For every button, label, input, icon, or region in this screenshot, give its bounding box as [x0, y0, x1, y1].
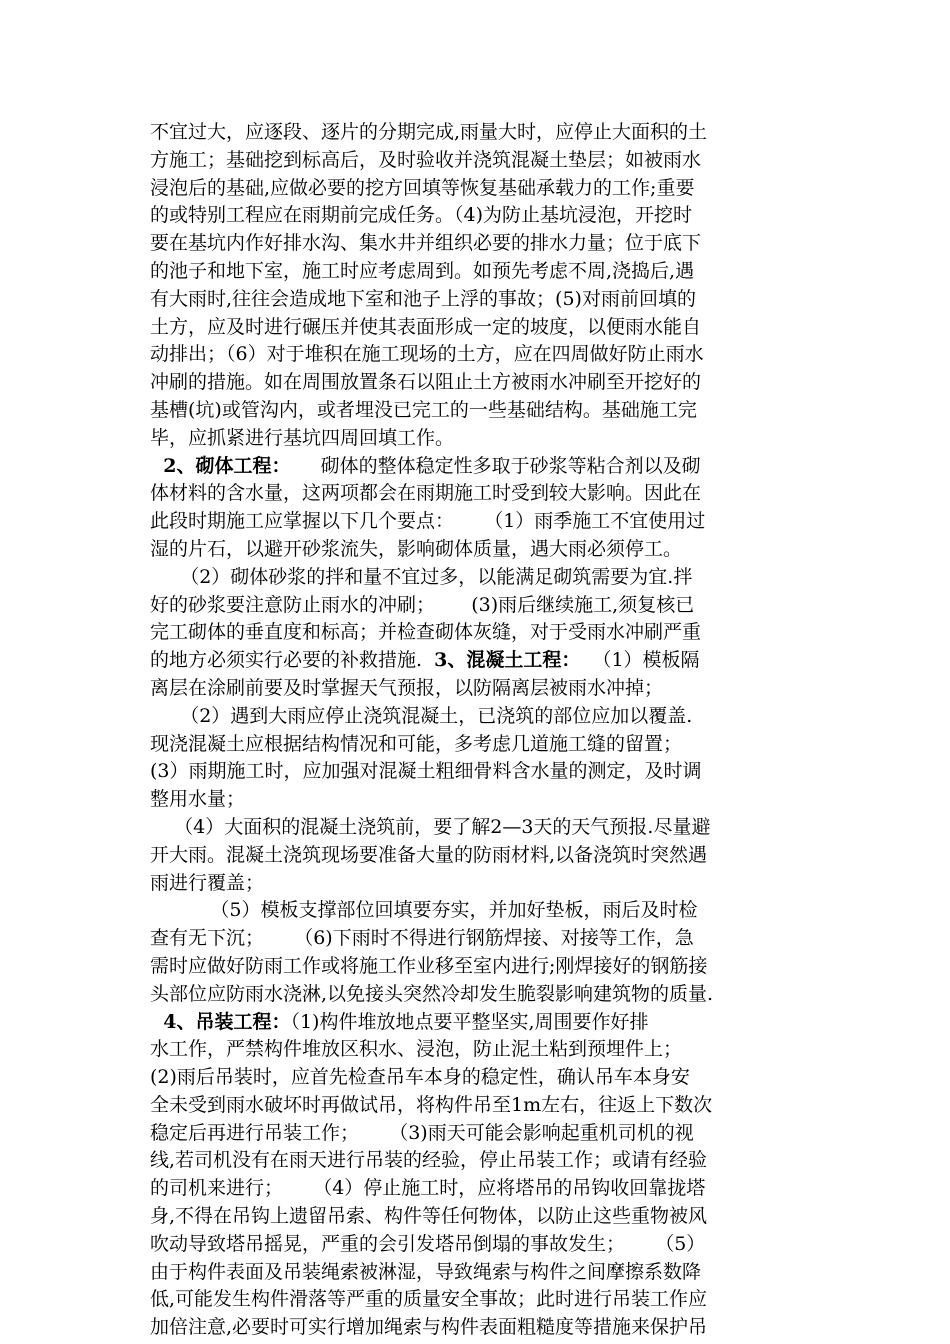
text-line — [150, 814, 810, 842]
text-line — [150, 647, 810, 675]
paragraph-text: 稳定后再进行吊装工作； （3)雨天可能会影响起重机司机的视 — [150, 1121, 694, 1144]
paragraph-text: 湿的片石，以避开砂浆流失，影响砌体质量，遇大雨必须停工。 — [150, 537, 683, 560]
text-line — [150, 758, 810, 786]
paragraph-text: 水工作，严禁构件堆放区积水、浸泡，防止泥土粘到预埋件上； — [150, 1038, 683, 1061]
text-line — [150, 397, 810, 425]
text-line — [150, 508, 810, 536]
text-line — [150, 1259, 810, 1287]
text-line — [150, 147, 810, 175]
paragraph-text: （2）遇到大雨应停止浇筑混凝土，已浇筑的部位应加以覆盖. — [150, 704, 693, 727]
paragraph-text: （1）模板隔 — [580, 649, 700, 672]
paragraph-text: 雨进行覆盖； — [150, 871, 265, 894]
section-heading: 3、混凝土工程： — [434, 649, 581, 672]
text-line — [150, 1175, 810, 1203]
text-line — [150, 897, 810, 925]
text-line — [150, 119, 810, 147]
paragraph-text: 土方，应及时进行碾压并使其表面形成一定的坡度，以便雨水能自 — [150, 315, 702, 338]
paragraph-text: 整用水量； — [150, 788, 246, 811]
document-body — [150, 119, 810, 1342]
text-line — [150, 480, 810, 508]
text-line — [150, 314, 810, 342]
paragraph-text: 离层在涂刷前要及时掌握天气预报，以防隔离层被雨水冲掉； — [150, 676, 664, 699]
paragraph-text: 低,可能发生构件滑落等严重的质量安全事故；此时进行吊装工作应 — [150, 1288, 708, 1311]
section-heading: 4、吊装工程： — [150, 1010, 291, 1033]
text-line — [150, 675, 810, 703]
text-line — [150, 341, 810, 369]
text-line — [150, 425, 810, 453]
text-line — [150, 1092, 810, 1120]
text-line — [150, 619, 810, 647]
text-line — [150, 953, 810, 981]
text-line — [150, 369, 810, 397]
paragraph-text: 不宜过大，应逐段、逐片的分期完成,雨量大时，应停止大面积的土 — [150, 121, 708, 143]
text-line — [150, 286, 810, 314]
paragraph-text: 冲刷的措施。如在周围放置条石以阻止土方被雨水冲刷至开挖好的 — [150, 371, 702, 394]
text-line — [150, 1203, 810, 1231]
paragraph-text: （5）模板支撑部位回填要夯实，并加好垫板，雨后及时检 — [150, 899, 698, 922]
text-line — [150, 1286, 810, 1314]
paragraph-text: （4）大面积的混凝土浇筑前，要了解2—3天的天气预报.尽量避 — [150, 815, 711, 838]
paragraph-text: 基槽(坑)或管沟内，或者埋没已完工的一些基础结构。基础施工完 — [150, 398, 697, 421]
text-line — [150, 1036, 810, 1064]
text-line — [150, 1064, 810, 1092]
paragraph-text: 的地方必须实行必要的补救措施. — [150, 649, 435, 672]
paragraph-text: 需时应做好防雨工作或将施工作业移至室内进行;刚焊接好的钢筋接 — [150, 954, 708, 977]
text-line — [150, 564, 810, 592]
paragraph-text: 此段时期施工应掌握以下几个要点： （1）雨季施工不宜使用过 — [150, 510, 706, 533]
text-line — [150, 1120, 810, 1148]
paragraph-text: 头部位应防雨水浇淋,以免接头突然冷却发生脆裂影响建筑物的质量. — [150, 982, 714, 1005]
paragraph-text: 查有无下沉； （6)下雨时不得进行钢筋焊接、对接等工作，急 — [150, 927, 694, 950]
paragraph-text: 方施工；基础挖到标高后，及时验收并浇筑混凝土垫层；如被雨水 — [150, 148, 702, 171]
text-line — [150, 175, 810, 203]
paragraph-text: 的司机来进行； （4）停止施工时，应将塔吊的吊钩收回靠拢塔 — [150, 1177, 706, 1200]
paragraph-text: 加倍注意,必要时可实行增加绳索与构件表面粗糙度等措施来保护吊 — [150, 1316, 708, 1339]
paragraph-text: 开大雨。混凝土浇筑现场要准备大量的防雨材料,以备浇筑时突然遇 — [150, 843, 708, 866]
paragraph-text: 的或特别工程应在雨期前完成任务。（4)为防止基坑浸泡，开挖时 — [150, 204, 693, 227]
paragraph-text: 动排出；（6）对于堆积在施工现场的土方，应在四周做好防止雨水 — [150, 343, 704, 366]
paragraph-text: 有大雨时,往往会造成地下室和池子上浮的事故；(5)对雨前回填的 — [150, 287, 696, 310]
text-line — [150, 592, 810, 620]
paragraph-text: 毕，应抓紧进行基坑四周回填工作。 — [150, 426, 455, 449]
section-heading: 2、砌体工程： — [150, 454, 291, 477]
text-line — [150, 786, 810, 814]
paragraph-text: （1)构件堆放地点要平整坚实,周围要作好排 — [290, 1010, 649, 1033]
paragraph-text: 由于构件表面及吊装绳索被淋湿，导致绳索与构件之间摩擦系数降 — [150, 1260, 702, 1283]
text-line — [150, 842, 810, 870]
text-line — [150, 703, 810, 731]
text-line — [150, 870, 810, 898]
text-line — [150, 1314, 810, 1342]
paragraph-text: 砌体的整体稳定性多取于砂浆等粘合剂以及砌 — [290, 454, 701, 477]
paragraph-text: 体材料的含水量，这两项都会在雨期施工时受到较大影响。因此在 — [150, 482, 702, 505]
paragraph-text: 完工砌体的垂直度和标高；并检查砌体灰缝，对于受雨水冲刷严重 — [150, 621, 702, 644]
text-line — [150, 536, 810, 564]
paragraph-text: 吹动导致塔吊摇晃，严重的会引发塔吊倒塌的事故发生； （5） — [150, 1232, 706, 1255]
text-line — [150, 1147, 810, 1175]
paragraph-text: 线,若司机没有在雨天进行吊装的经验，停止吊装工作；或请有经验 — [150, 1149, 708, 1172]
paragraph-text: 身,不得在吊钩上遗留吊索、构件等任何物体，以防止这些重物被风 — [150, 1205, 708, 1228]
text-line — [150, 981, 810, 1009]
paragraph-text: 好的砂浆要注意防止雨水的冲刷； (3)雨后继续施工,须复核已 — [150, 593, 695, 616]
paragraph-text: 的池子和地下室，施工时应考虑周到。如预先考虑不周,浇捣后,遇 — [150, 259, 695, 282]
paragraph-text: (2)雨后吊装时，应首先检查吊车本身的稳定性，确认吊车本身安 — [150, 1066, 690, 1089]
text-line — [150, 925, 810, 953]
text-line — [150, 1231, 810, 1259]
paragraph-text: 现浇混凝土应根据结构情况和可能，多考虑几道施工缝的留置； — [150, 732, 683, 755]
paragraph-text: (3）雨期施工时，应加强对混凝土粗细骨料含水量的测定，及时调 — [150, 760, 702, 783]
paragraph-text: （2）砌体砂浆的拌和量不宜过多，以能满足砌筑需要为宜.拌 — [150, 565, 693, 588]
text-line — [150, 258, 810, 286]
paragraph-text: 浸泡后的基础,应做必要的挖方回填等恢复基础承载力的工作;重要 — [150, 176, 695, 199]
text-line — [150, 230, 810, 258]
text-line — [150, 202, 810, 230]
text-line — [150, 731, 810, 759]
paragraph-text: 要在基坑内作好排水沟、集水井并组织必要的排水力量；位于底下 — [150, 232, 702, 255]
text-line — [150, 453, 810, 481]
paragraph-text: 全未受到雨水破坏时再做试吊，将构件吊至1m左右，往返上下数次 — [150, 1093, 713, 1116]
text-line — [150, 1009, 810, 1037]
